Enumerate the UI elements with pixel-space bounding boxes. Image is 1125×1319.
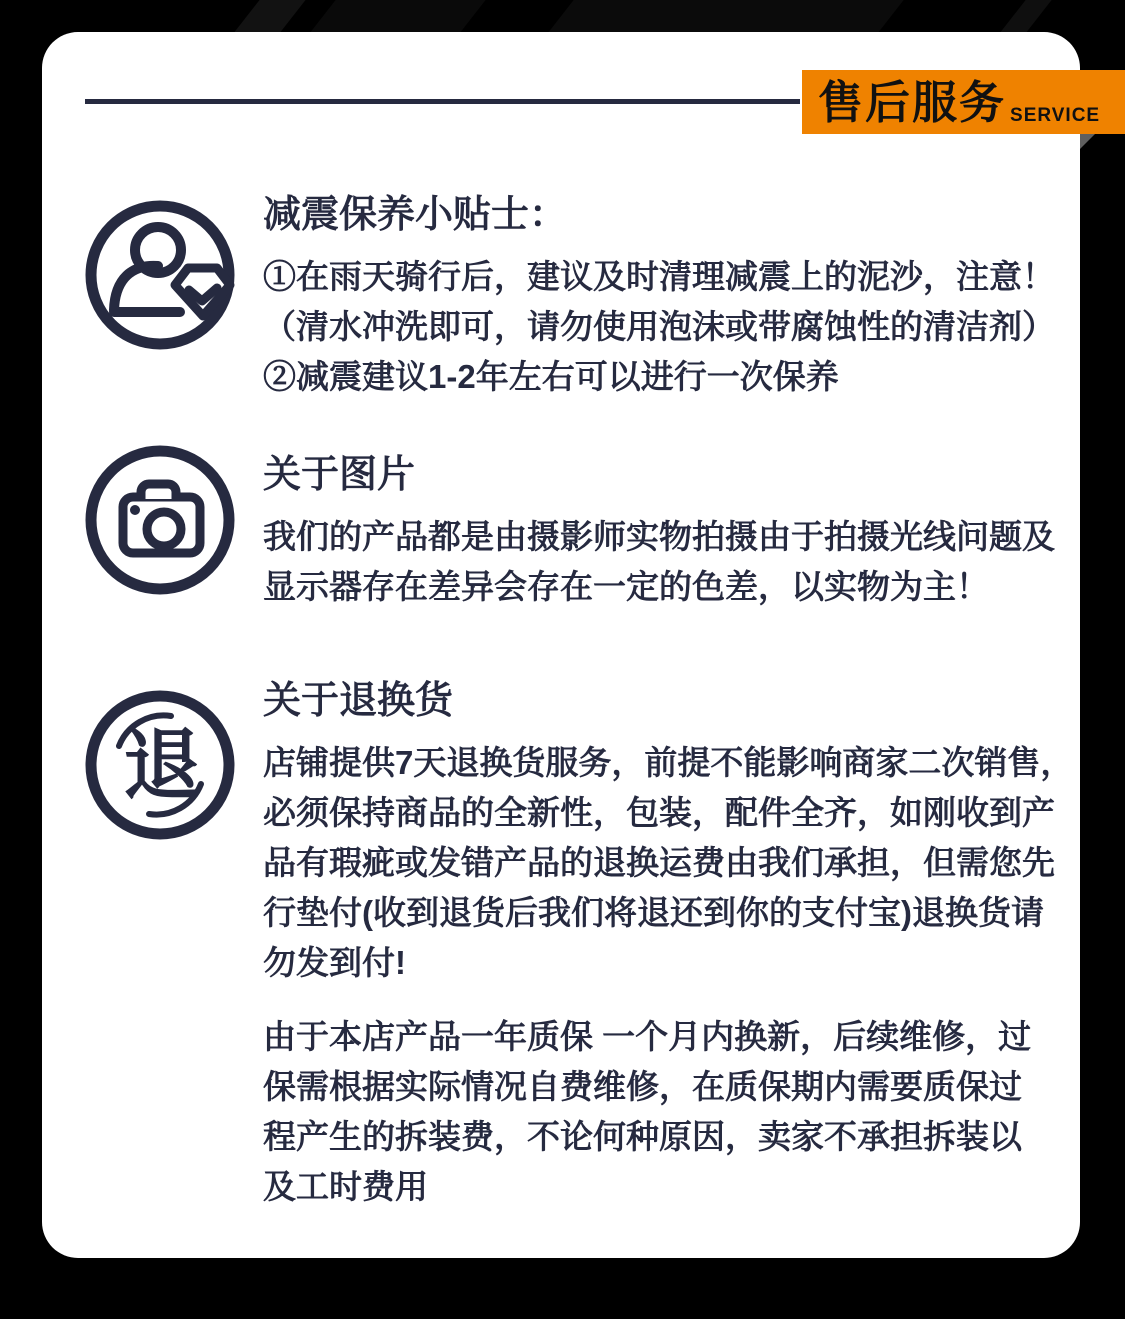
warranty-paragraph xyxy=(263,1012,1073,1212)
camera-icon xyxy=(85,445,235,595)
after-sales-service-banner xyxy=(802,70,1125,134)
return-icon xyxy=(85,690,235,840)
tip-line: ①在雨天骑行后，建议及时清理减震上的泥沙，注意！ xyxy=(263,258,1055,295)
tip-line: （清水冲洗即可，请勿使用泡沫或带腐蚀性的清洁剂） xyxy=(263,308,1055,345)
policy-line: 品有瑕疵或发错产品的退换运费由我们承担，但需您先 xyxy=(263,844,1055,881)
section-title: 关于退换货 xyxy=(263,680,454,722)
info-line: 我们的产品都是由摄影师实物拍摄由于拍摄光线问题及 xyxy=(263,518,1055,555)
banner-ribbon-fold xyxy=(1080,134,1095,149)
warranty-line: 程产生的拆装费，不论何种原因，卖家不承担拆装以 xyxy=(263,1118,1022,1155)
banner-subtitle: SERVICE xyxy=(1010,105,1101,126)
info-line: 显示器存在差异会存在一定的色差，以实物为主！ xyxy=(263,568,989,605)
section-title: 关于图片 xyxy=(263,454,416,496)
warranty-line: 及工时费用 xyxy=(263,1168,428,1205)
service-card xyxy=(42,32,1101,1258)
policy-line: 必须保持商品的全新性，包装，配件全齐，如刚收到产 xyxy=(263,794,1055,831)
header-divider-line xyxy=(85,99,800,104)
policy-line: 店铺提供7天退换货服务，前提不能影响商家二次销售， xyxy=(263,744,1074,781)
return-character: 退 xyxy=(122,721,202,809)
policy-line: 勿发到付! xyxy=(263,944,406,981)
section-maintenance-tips xyxy=(85,194,1055,402)
tip-line: ②减震建议1-2年左右可以进行一次保养 xyxy=(263,358,839,395)
section-returns-policy xyxy=(85,678,1074,1212)
warranty-line: 保需根据实际情况自费维修，在质保期内需要质保过 xyxy=(263,1068,1022,1105)
section-about-pictures xyxy=(85,445,1055,612)
policy-line: 行垫付(收到退货后我们将退还到你的支付宝)退换货请 xyxy=(263,894,1044,931)
user-badge-icon xyxy=(85,200,235,350)
section-title: 减震保养小贴士： xyxy=(263,194,568,236)
returns-paragraph xyxy=(263,738,1073,988)
warranty-line: 由于本店产品一年质保 一个月内换新，后续维修，过 xyxy=(263,1018,1032,1055)
banner-title: 售后服务 xyxy=(818,76,1007,128)
